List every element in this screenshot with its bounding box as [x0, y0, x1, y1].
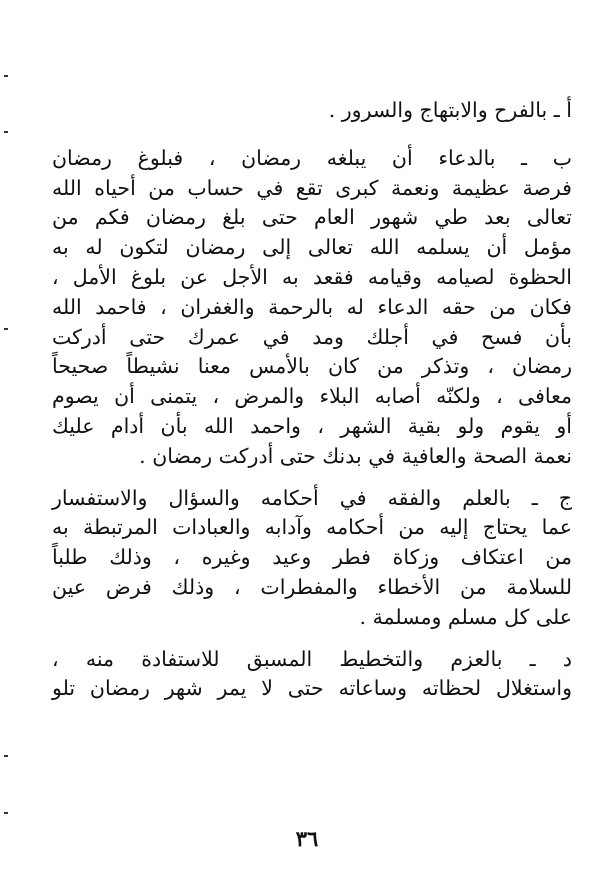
paragraph-ba — [52, 144, 572, 472]
text-line: فكان من حقه الدعاء له بالرحمة والغفران ، فاحمد الله — [52, 294, 572, 319]
text-line: أو يقوم ولو بقية الشهر ، واحمد الله بأن أدام عليك — [52, 413, 572, 438]
text-line: بأن فسح في أجلك ومد في عمرك حتى أدركت — [52, 324, 572, 349]
text-line: للسلامة من الأخطاء والمفطرات ، وذلك فرض عين — [52, 574, 572, 599]
text-line: أ ـ بالفرح والابتهاج والسرور . — [328, 98, 572, 122]
margin-mark — [4, 131, 8, 133]
text-line: واستغلال لحظاته وساعاته حتى لا يمر شهر رمضان تلو — [52, 676, 572, 701]
text-line: مؤمل أن يسلمه الله تعالى إلى رمضان لتكون له به — [52, 235, 572, 260]
text-line: ج ـ بالعلم والفقه في أحكامه والسؤال والاستفسار — [52, 485, 572, 510]
page-body — [52, 96, 572, 716]
text-line: معافى ، ولكنّه أصابه البلاء والمرض ، يتمنى أن يصوم — [52, 384, 572, 409]
text-line: من اعتكاف وزكاة فطر وعيد وغيره ، وذلك طلباً — [52, 545, 572, 570]
margin-mark — [4, 328, 8, 330]
text-line: د ـ بالعزم والتخطيط المسبق للاستفادة منه ، — [52, 646, 572, 671]
margin-mark — [4, 75, 8, 77]
text-line: نعمة الصحة والعافية في بدنك حتى أدركت رمضان . — [139, 443, 572, 468]
margin-mark — [4, 812, 8, 814]
paragraph-dal — [52, 645, 572, 705]
text-line: رمضان ، وتذكر من كان بالأمس معنا نشيطاً صحيحاً — [52, 354, 572, 379]
text-line: فرصة عظيمة ونعمة كبرى تقع في حساب من أحياه الله — [52, 175, 572, 200]
page-number: ٣٦ — [295, 826, 319, 851]
text-line: تعالى بعد طي شهور العام حتى بلغ رمضان فكم من — [52, 205, 572, 230]
text-line: عما يحتاج إليه من أحكامه وآدابه والعبادات المرتبطة به — [52, 515, 572, 540]
paragraph-alif — [52, 96, 572, 126]
margin-mark — [4, 755, 8, 757]
text-line: الحظوة لصيامه وقيامه فقعد به الأجل عن بلوغ الأمل ، — [52, 264, 572, 289]
text-line: على كل مسلم ومسلمة . — [359, 604, 572, 629]
text-line: ب ـ بالدعاء أن يبلغه رمضان ، فبلوغ رمضان — [52, 145, 572, 170]
paragraph-jim — [52, 484, 572, 633]
